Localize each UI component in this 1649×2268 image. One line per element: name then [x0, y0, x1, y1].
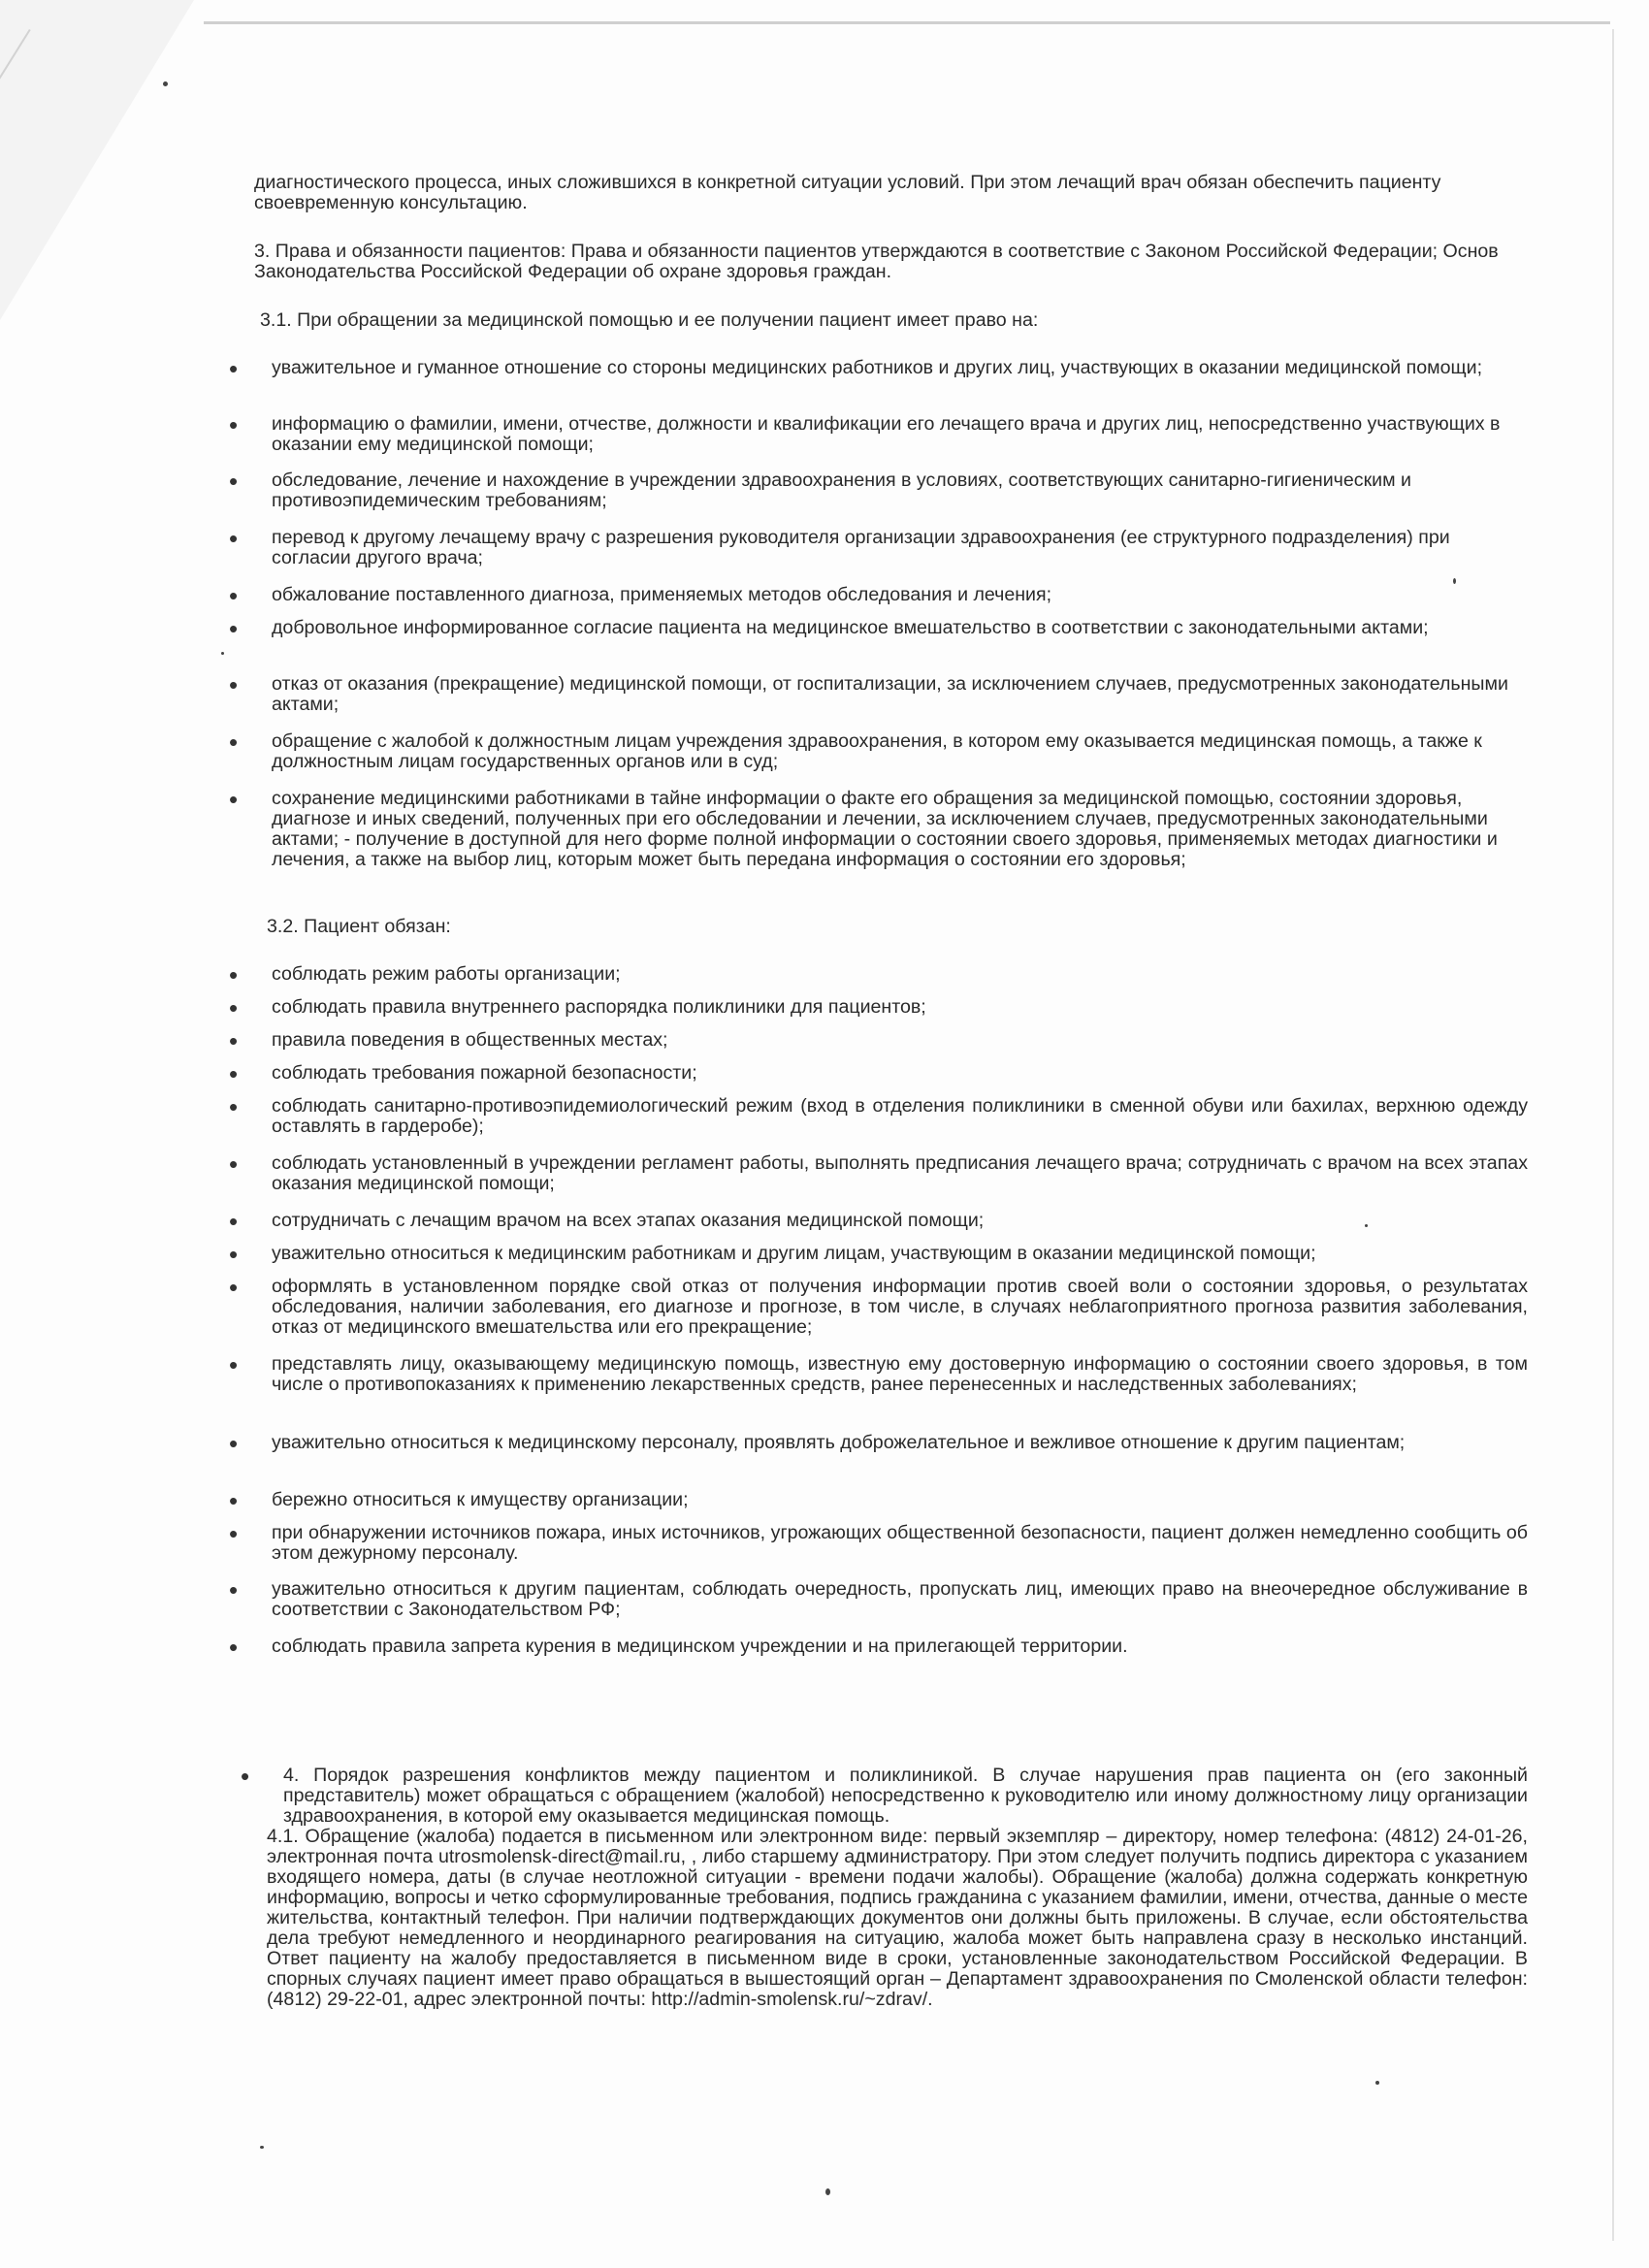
list-item: • уважительно относиться к медицинскому персоналу, проявлять доброжелательное и вежливое отношение к другим пациентам;	[272, 1433, 1528, 1453]
scan-speck	[221, 652, 224, 655]
list-item: • уважительно относиться к другим пациентам, соблюдать очередность, пропускать лиц, имеющих право на внеочередное обслуживание в соответствии с Законодательством РФ;	[272, 1579, 1528, 1620]
section-4-heading: • 4. Порядок разрешения конфликтов между пациентом и поликлиникой. В случае нарушения прав пациента он (его законный представитель) может обращаться с обращением (жалобой) непосредственно к руководителю или иному должностному лицу организации здравоохранения, в которой ему оказывается медицинская помощь.	[283, 1766, 1528, 1827]
list-item: • правила поведения в общественных местах;	[272, 1030, 1528, 1051]
list-item: • добровольное информированное согласие пациента на медицинское вмешательство в соответствии с законодательными актами;	[272, 618, 1528, 638]
section-3-heading: 3. Права и обязанности пациентов: Права и обязанности пациентов утверждаются в соответствие с Законом Российской Федерации; Основ Законодательства Российской Федерации об охране здоровья граждан.	[254, 241, 1499, 282]
scan-speck	[260, 2146, 264, 2149]
list-item: • обследование, лечение и нахождение в учреждении здравоохранения в условиях, соответствующих санитарно-гигиеническим и противоэпидемическим требованиям;	[272, 470, 1528, 511]
list-item: • сохранение медицинскими работниками в тайне информации о факте его обращения за медицинской помощью, состоянии здоровья, диагнозе и иных сведений, полученных при его обследовании и лечении, за исключением случаев, предусмотренных законодательными актами; - получение в доступной для него форме полной информации о состоянии своего здоровья, применяемых методах диагностики и лечения, а также на выбор лиц, которым может быть передана информация о состоянии его здоровья;	[272, 789, 1528, 870]
list-item: • обжалование поставленного диагноза, применяемых методов обследования и лечения;	[272, 585, 1528, 605]
list-item: • соблюдать правила запрета курения в медицинском учреждении и на прилегающей территории.	[272, 1636, 1528, 1657]
list-item: • уважительное и гуманное отношение со стороны медицинских работников и других лиц, участвующих в оказании медицинской помощи;	[272, 358, 1528, 378]
list-item: • соблюдать санитарно-противоэпидемиологический режим (вход в отделения поликлиники в сменной обуви или бахилах, верхнюю одежду оставлять в гардеробе);	[272, 1096, 1528, 1137]
scan-top-edge	[204, 21, 1610, 24]
list-item: • представлять лицу, оказывающему медицинскую помощь, известную ему достоверную информацию о состоянии своего здоровья, в том числе о противопоказаниях к применению лекарственных средств, ранее перенесенных и наследственных заболеваниях;	[272, 1354, 1528, 1395]
list-item: • соблюдать установленный в учреждении регламент работы, выполнять предписания лечащего врача; сотрудничать с врачом на всех этапах оказания медицинской помощи;	[272, 1153, 1528, 1194]
section-4-1-paragraph: 4.1. Обращение (жалоба) подается в письменном или электронном виде: первый экземпляр – директору, номер телефона: (4812) 24-01-26, электронная почта utrosmolensk-direct@mail.ru, , либо старшему администратору. При этом следует получить подпись директора с указанием входящего номера, даты (в случае неотложной ситуации - времени подачи жалобы). Обращение (жалоба) должна содержать конкретную информацию, вопросы и четко сформулированные требования, подпись гражданина с указанием фамилии, имени, отчества, данные о месте жительства, контактный телефон. При наличии подтверждающих документов они должны быть приложены. В случае, если обстоятельства дела требуют немедленного и неординарного реагирования на ситуацию, жалоба может быть направлена сразу в несколько инстанций. Ответ пациенту на жалобу предоставляется в письменном виде в сроки, установленные законодательством Российской Федерации. В спорных случаях пациент имеет право обращаться в вышестоящий орган – Департамент здравоохранения по Смоленской области телефон: (4812) 29-22-01, адрес электронной почты: http://admin-smolensk.ru/~zdrav/.	[267, 1826, 1528, 2010]
intro-continuation: диагностического процесса, иных сложившихся в конкретной ситуации условий. При этом лечащий врач обязан обеспечить пациенту своевременную консультацию.	[254, 172, 1441, 213]
list-item: • обращение с жалобой к должностным лицам учреждения здравоохранения, в котором ему оказывается медицинская помощь, а также к должностным лицам государственных органов или в суд;	[272, 731, 1528, 772]
scan-speck	[1453, 578, 1456, 584]
scan-speck	[825, 2188, 830, 2195]
scan-speck	[163, 81, 168, 86]
list-item: • сотрудничать с лечащим врачом на всех этапах оказания медицинской помощи;	[272, 1211, 1528, 1231]
scan-right-edge	[1612, 29, 1614, 2241]
scan-fold-corner	[0, 0, 194, 320]
list-item: • соблюдать режим работы организации;	[272, 964, 1528, 985]
list-item: • соблюдать правила внутреннего распорядка поликлиники для пациентов;	[272, 997, 1528, 1018]
list-item: • информацию о фамилии, имени, отчестве, должности и квалификации его лечащего врача и других лиц, непосредственно участвующих в оказании ему медицинской помощи;	[272, 414, 1528, 455]
list-item: • перевод к другому лечащему врачу с разрешения руководителя организации здравоохранения (ее структурного подразделения) при согласии другого врача;	[272, 528, 1528, 568]
list-item: • соблюдать требования пожарной безопасности;	[272, 1063, 1528, 1084]
duties-heading: 3.2. Пациент обязан:	[267, 916, 451, 937]
rights-heading: 3.1. При обращении за медицинской помощью и ее получении пациент имеет право на:	[260, 309, 1039, 331]
list-item: • бережно относиться к имуществу организации;	[272, 1490, 1528, 1510]
list-item: • при обнаружении источников пожара, иных источников, угрожающих общественной безопасности, пациент должен немедленно сообщить об этом дежурному персоналу.	[272, 1523, 1528, 1564]
list-item: • оформлять в установленном порядке свой отказ от получения информации против своей воли о состоянии здоровья, о результатах обследования, наличии заболевания, его диагнозе и прогнозе, в том числе, в случаях неблагоприятного прогноза развития заболевания, отказ от медицинского вмешательства или его прекращение;	[272, 1277, 1528, 1338]
list-item: • отказ от оказания (прекращение) медицинской помощи, от госпитализации, за исключением случаев, предусмотренных законодательными актами;	[272, 674, 1528, 715]
list-item: • уважительно относиться к медицинским работникам и другим лицам, участвующим в оказании медицинской помощи;	[272, 1244, 1528, 1264]
scan-speck	[1375, 2081, 1379, 2085]
